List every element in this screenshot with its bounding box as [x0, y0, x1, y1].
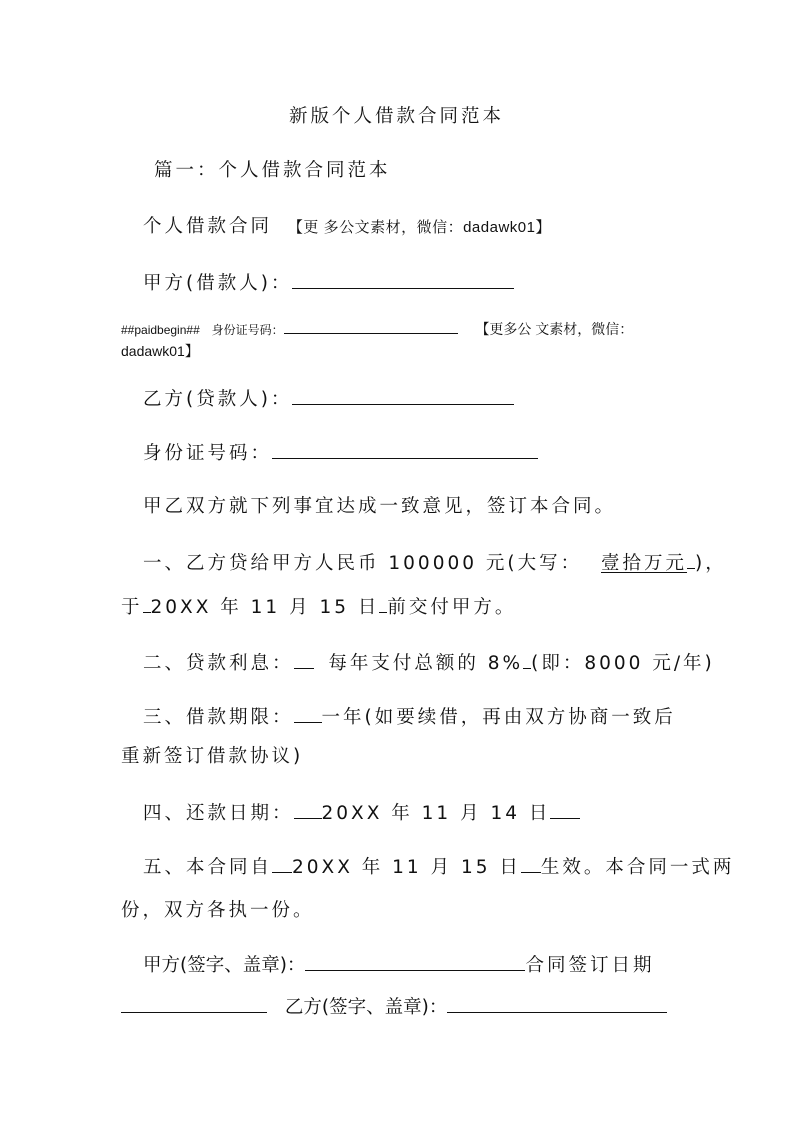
signature-line-1	[143, 952, 654, 979]
clause-4-blank-pre	[294, 800, 322, 819]
clause-5-line-2: 份，双方各执一份。	[121, 900, 315, 921]
party-b-name-blank	[292, 386, 514, 405]
party-b-signature-blank	[447, 994, 667, 1013]
clause-2-text-a: 二、贷款利息：	[143, 653, 294, 674]
party-b-signature-label: 乙方(签字、盖章)：	[284, 997, 448, 1018]
clause-1-date-blank-pre	[143, 594, 151, 613]
clause-1-amount-words: 壹拾万元	[601, 553, 688, 574]
clause-2-rate: 每年支付总额的 8%	[328, 653, 524, 674]
clause-2-line	[143, 650, 715, 677]
id-label: 身份证号码：	[143, 443, 273, 464]
party-a-label: 甲方(借款人)：	[143, 273, 293, 294]
clause-1-text-a: 一、乙方贷给甲方人民币 100000 元(大写：	[143, 553, 583, 574]
clause-5-text-c: 生效。本合同一式两	[540, 857, 735, 878]
clause-1-date: 20XX 年 11 月 15 日	[150, 597, 380, 618]
id-number-line	[143, 440, 538, 467]
signature-line-2	[121, 994, 667, 1021]
clause-1-text-f: 前交付甲方。	[387, 597, 517, 618]
clause-1-line-1	[143, 550, 727, 577]
sign-date-blank	[121, 994, 267, 1013]
clause-2-blank-2	[523, 650, 531, 669]
clause-4-blank-post	[550, 800, 580, 819]
clause-5-line-1	[143, 854, 734, 881]
clause-5-date: 20XX 年 11 月 15 日	[292, 857, 521, 878]
promo-text: 【更 多公文素材，微信：dadawk01】	[287, 219, 551, 236]
clause-5-blank-post	[521, 854, 541, 873]
id-number-blank	[272, 440, 538, 459]
clause-4-date: 20XX 年 11 月 14 日	[321, 803, 551, 824]
clause-1-blank	[687, 550, 695, 569]
clause-1-text-d: 于	[121, 597, 143, 618]
document-title: 新版个人借款合同范本	[288, 106, 504, 127]
sign-date-label: 合同签订日期	[525, 955, 655, 976]
party-a-signature-blank	[305, 952, 525, 971]
contract-name: 个人借款合同	[143, 216, 273, 237]
party-b-label: 乙方(贷款人)：	[143, 389, 293, 410]
party-b-line	[143, 386, 514, 413]
clause-3-line-1	[143, 704, 676, 731]
clause-1-line-2	[121, 594, 516, 621]
clause-2-text-c: (即：8000 元/年)	[531, 653, 715, 674]
party-a-line	[143, 270, 514, 297]
clause-3-blank	[294, 704, 322, 723]
party-a-name-blank	[292, 270, 514, 289]
clause-3-text-b: 一年(如要续借，再由双方协商一致后	[321, 707, 676, 728]
promo-text-2-cont: dadawk01】	[121, 343, 199, 359]
clause-5-text-a: 五、本合同自	[143, 857, 273, 878]
promo-line-2	[121, 342, 199, 361]
promo-text-2: 【更多公 文素材，微信：	[475, 321, 634, 337]
clause-3-text-a: 三、借款期限：	[143, 707, 294, 728]
paid-marker-line	[121, 320, 633, 339]
clause-2-blank-1	[294, 650, 314, 669]
clause-4-line	[143, 800, 580, 827]
clause-1-text-c: )，	[695, 553, 727, 574]
id-number-blank-small	[284, 321, 458, 334]
id-label-small: 身份证号码：	[211, 323, 284, 337]
clause-5-blank-pre	[272, 854, 292, 873]
contract-name-line	[143, 214, 551, 241]
party-a-signature-label: 甲方(签字、盖章)：	[143, 955, 306, 976]
clause-4-text-a: 四、还款日期：	[143, 803, 294, 824]
chapter-heading: 篇一：个人借款合同范本	[154, 160, 391, 181]
paid-marker: ##paidbegin##	[121, 323, 200, 337]
intro-paragraph: 甲乙双方就下列事宜达成一致意见，签订本合同。	[143, 496, 617, 517]
clause-3-line-2: 重新签订借款协议)	[121, 746, 304, 767]
